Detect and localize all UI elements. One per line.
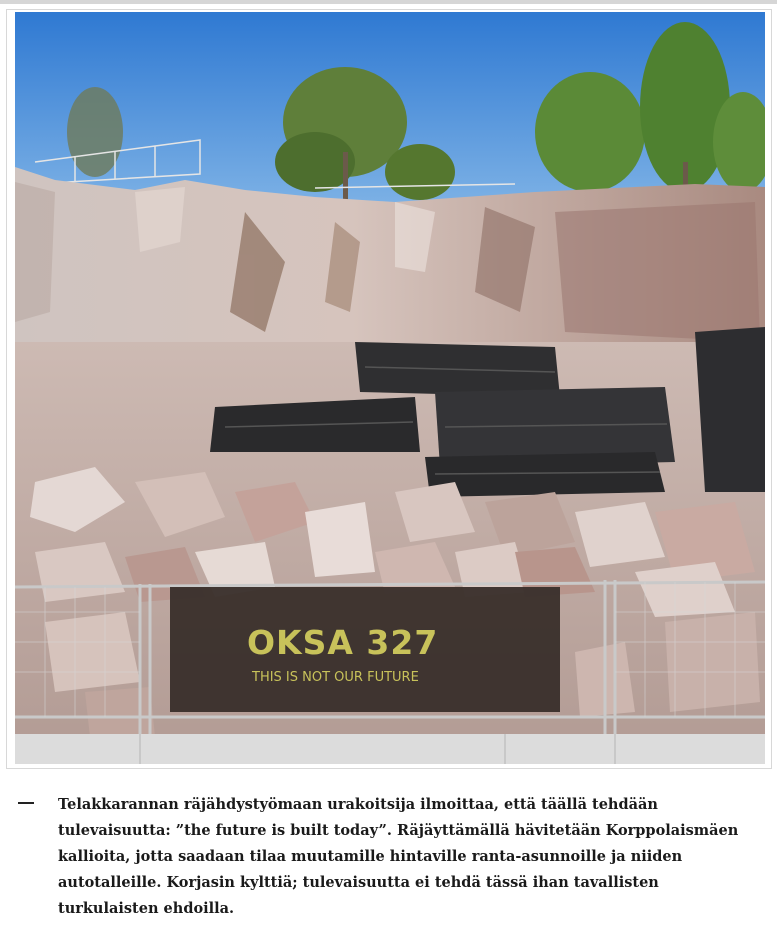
caption-text: Telakkarannan räjähdystyömaan urakoitsija ilmoittaa, että täällä tehdään tulevaisuutta: ”the future is built today”. Räjäyttämällä hävitetään Korppolaismäen kallioita, jotta saadaan tilaa muutamille hintaville ranta-asunnoille ja niiden autotalleille. Korjasin kylttiä; tulevaisuutta ei tehdä tässä ihan tavallisten turkulaisten ehdoilla. xyxy=(58,796,739,917)
concrete-barriers xyxy=(15,734,765,764)
top-rule xyxy=(0,0,777,4)
photo-frame xyxy=(6,9,772,769)
banner-subtitle: THIS IS NOT OUR FUTURE xyxy=(252,670,419,685)
caption-dash xyxy=(18,802,34,804)
banner-title: OKSA 327 xyxy=(247,623,439,662)
quarry-photo xyxy=(15,12,765,764)
